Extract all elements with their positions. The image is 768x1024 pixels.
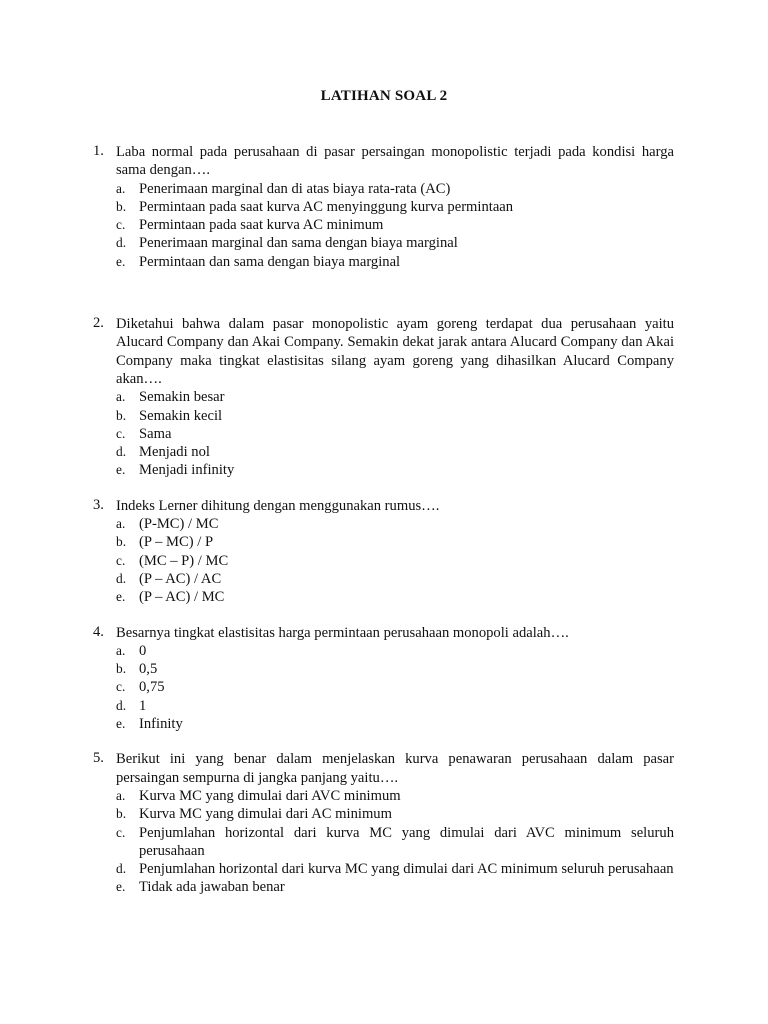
option-c	[116, 678, 674, 696]
option-text: 0	[139, 642, 147, 659]
question-1	[93, 143, 674, 271]
option-c	[116, 216, 674, 234]
option-letter: b.	[116, 661, 127, 677]
option-text: Sama	[139, 425, 172, 442]
option-text: Tidak ada jawaban benar	[139, 879, 285, 896]
option-letter: d.	[116, 235, 127, 251]
question-4	[93, 624, 674, 734]
option-list	[116, 515, 674, 606]
option-letter: a.	[116, 389, 126, 405]
option-letter: e.	[116, 253, 126, 269]
option-text: Menjadi nol	[139, 444, 210, 461]
option-letter: a.	[116, 516, 126, 532]
option-a	[116, 642, 674, 660]
option-text: (P-MC) / MC	[139, 516, 219, 533]
question-number: 4.	[93, 623, 104, 640]
option-letter: d.	[116, 444, 127, 460]
question-3	[93, 497, 674, 607]
option-b	[116, 805, 674, 823]
option-d	[116, 860, 674, 878]
option-letter: b.	[116, 198, 127, 214]
option-b	[116, 660, 674, 678]
option-e	[116, 878, 674, 896]
option-a	[116, 787, 674, 805]
option-letter: c.	[116, 425, 126, 441]
option-text: Permintaan pada saat kurva AC menyinggung kurva permintaan	[139, 198, 514, 215]
option-text: Semakin besar	[139, 389, 225, 406]
option-text: Infinity	[139, 716, 183, 733]
option-b	[116, 407, 674, 425]
option-letter: c.	[116, 552, 126, 568]
option-c	[116, 425, 674, 443]
option-d	[116, 697, 674, 715]
question-2	[93, 315, 674, 480]
option-text: Penerimaan marginal dan sama dengan biaya marginal	[139, 235, 458, 252]
question-number: 3.	[93, 496, 104, 513]
option-letter: b.	[116, 534, 127, 550]
question-number: 2.	[93, 315, 104, 332]
option-letter: e.	[116, 879, 126, 895]
option-list	[116, 642, 674, 733]
option-a	[116, 388, 674, 406]
option-b	[116, 198, 674, 216]
option-letter: c.	[116, 824, 126, 840]
option-letter: a.	[116, 180, 126, 196]
option-letter: e.	[116, 716, 126, 732]
option-letter: d.	[116, 570, 127, 586]
option-e	[116, 588, 674, 606]
option-list	[116, 180, 674, 271]
option-a	[116, 180, 674, 198]
option-text: Penjumlahan horizontal dari kurva MC yang dimulai dari AC minimum seluruh perusahaan	[139, 861, 674, 878]
option-text: Menjadi infinity	[139, 462, 235, 479]
option-c	[116, 824, 674, 861]
option-e	[116, 461, 674, 479]
option-d	[116, 570, 674, 588]
option-text: 1	[139, 697, 147, 714]
option-text: 0,5	[139, 661, 158, 678]
option-c	[116, 552, 674, 570]
option-a	[116, 515, 674, 533]
option-text: (MC – P) / MC	[139, 552, 229, 569]
option-text: Penjumlahan horizontal dari kurva MC yang dimulai dari AVC minimum seluruh perusahaan	[139, 824, 674, 859]
option-text: Kurva MC yang dimulai dari AC minimum	[139, 806, 392, 823]
option-letter: e.	[116, 462, 126, 478]
question-text: Laba normal pada perusahaan di pasar persaingan monopolistic terjadi pada kondisi harga sama dengan….	[116, 144, 674, 179]
question-list	[93, 143, 674, 897]
option-b	[116, 533, 674, 551]
question-text: Berikut ini yang benar dalam menjelaskan kurva penawaran perusahaan dalam pasar persaingan sempurna di jangka panjang yaitu….	[116, 751, 674, 786]
question-number: 5.	[93, 750, 104, 767]
question-text: Diketahui bahwa dalam pasar monopolistic ayam goreng terdapat dua perusahaan yaitu Alucard Company dan Akai Company. Semakin dekat jarak antara Alucard Company dan Akai Company maka tingkat elastisitas silang ayam goreng yang dihasilkan Alucard Company akan….	[116, 316, 674, 387]
question-text: Besarnya tingkat elastisitas harga permintaan perusahaan monopoli adalah….	[116, 624, 569, 641]
option-text: (P – MC) / P	[139, 534, 214, 551]
question-5	[93, 750, 674, 896]
option-text: Penerimaan marginal dan di atas biaya rata-rata (AC)	[139, 180, 451, 197]
option-text: 0,75	[139, 679, 165, 696]
option-letter: c.	[116, 679, 126, 695]
option-e	[116, 715, 674, 733]
question-text: Indeks Lerner dihitung dengan menggunakan rumus….	[116, 497, 440, 514]
option-text: Semakin kecil	[139, 407, 223, 424]
option-e	[116, 253, 674, 271]
option-letter: d.	[116, 861, 127, 877]
page-title: LATIHAN SOAL 2	[320, 88, 448, 104]
option-letter: c.	[116, 217, 126, 233]
option-d	[116, 234, 674, 252]
option-letter: b.	[116, 806, 127, 822]
option-text: Kurva MC yang dimulai dari AVC minimum	[139, 787, 401, 804]
option-letter: d.	[116, 697, 127, 713]
option-list	[116, 787, 674, 897]
option-text: Permintaan pada saat kurva AC minimum	[139, 217, 384, 234]
option-list	[116, 388, 674, 479]
option-letter: a.	[116, 642, 126, 658]
option-letter: a.	[116, 787, 126, 803]
option-text: (P – AC) / MC	[139, 589, 225, 606]
option-letter: e.	[116, 589, 126, 605]
option-text: Permintaan dan sama dengan biaya marginal	[139, 253, 401, 270]
option-text: (P – AC) / AC	[139, 570, 222, 587]
option-d	[116, 443, 674, 461]
option-letter: b.	[116, 407, 127, 423]
question-number: 1.	[93, 143, 104, 159]
